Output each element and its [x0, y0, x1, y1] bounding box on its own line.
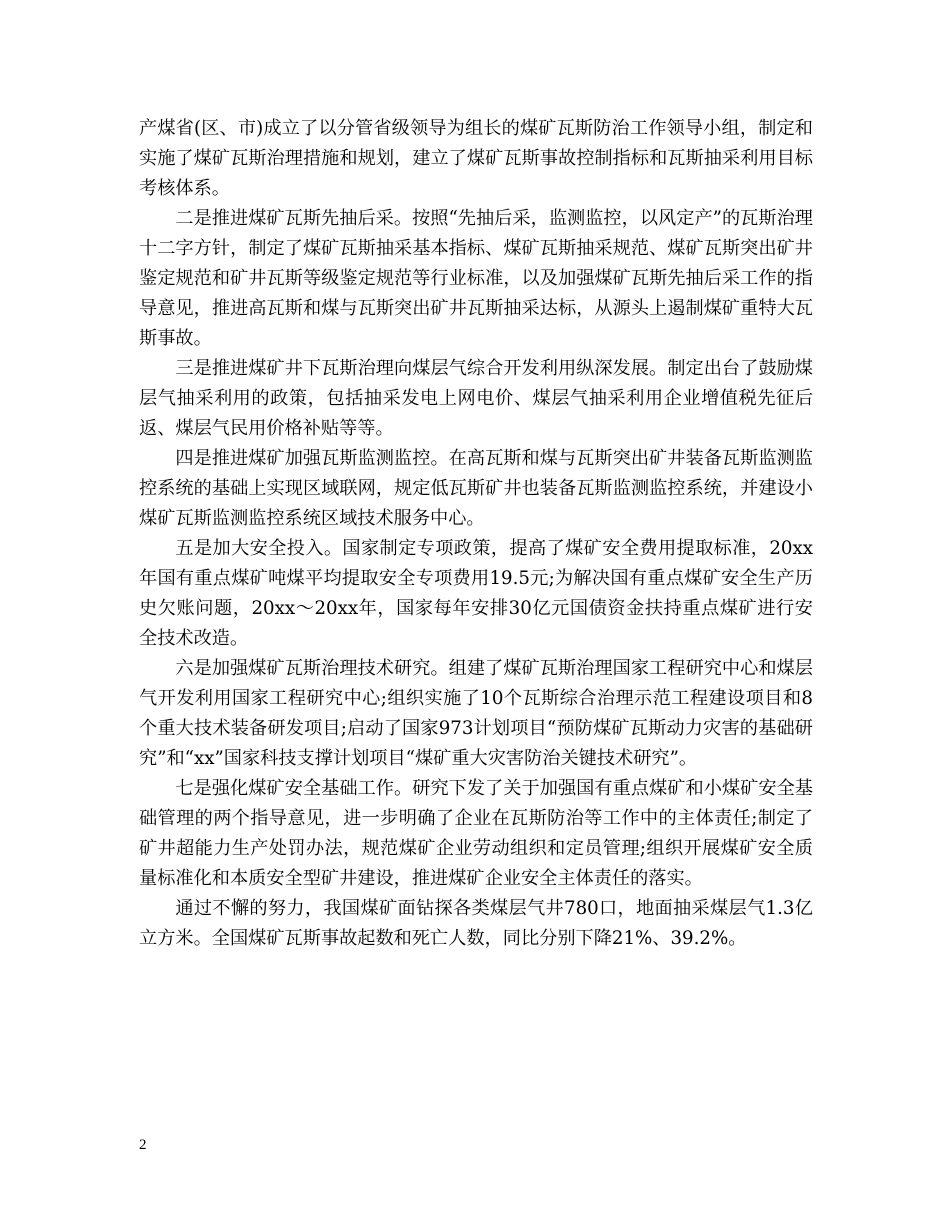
paragraph-gas-monitoring: 四是推进煤矿加强瓦斯监测监控。在高瓦斯和煤与瓦斯突出矿井装备瓦斯监测监控系统的基础上实现区域联网，规定低瓦斯矿井也装备瓦斯监测监控系统，并建设小煤矿瓦斯监测监控系统区域技术服务中心。 — [139, 448, 813, 529]
paragraph-safety-investment: 五是加大安全投入。国家制定专项政策，提高了煤矿安全费用提取标准，20xx年国有重点煤矿吨煤平均提取安全专项费用19.5元;为解决国有重点煤矿安全生产历史欠账问题，20xx～20xx年，国家每年安排30亿元国债资金扶持重点煤矿进行安全技术改造。 — [139, 538, 813, 649]
paragraph-results: 通过不懈的努力，我国煤矿面钻探各类煤层气井780口，地面抽采煤层气1.3亿立方米。全国煤矿瓦斯事故起数和死亡人数，同比分别下降21%、39.2%。 — [139, 898, 813, 949]
paragraph-continuation: 产煤省(区、市)成立了以分管省级领导为组长的煤矿瓦斯防治工作领导小组，制定和实施了煤矿瓦斯治理措施和规划，建立了煤矿瓦斯事故控制指标和瓦斯抽采利用目标考核体系。 — [139, 118, 813, 199]
paragraph-gas-predrainage: 二是推进煤矿瓦斯先抽后采。按照“先抽后采，监测监控，以风定产”的瓦斯治理十二字方针，制定了煤矿瓦斯抽采基本指标、煤矿瓦斯抽采规范、煤矿瓦斯突出矿井鉴定规范和矿井瓦斯等级鉴定规范等行业标准，以及加强煤矿瓦斯先抽后采工作的指导意见，推进高瓦斯和煤与瓦斯突出矿井瓦斯抽采达标，从源头上遏制煤矿重特大瓦斯事故。 — [139, 208, 813, 349]
paragraph-safety-foundation: 七是强化煤矿安全基础工作。研究下发了关于加强国有重点煤矿和小煤矿安全基础管理的两个指导意见，进一步明确了企业在瓦斯防治等工作中的主体责任;制定了矿井超能力生产处罚办法，规范煤矿企业劳动组织和定员管理;组织开展煤矿安全质量标准化和本质安全型矿井建设，推进煤矿企业安全主体责任的落实。 — [139, 778, 813, 889]
body-text — [139, 114, 813, 954]
paragraph-coalbed-methane: 三是推进煤矿井下瓦斯治理向煤层气综合开发利用纵深发展。制定出台了鼓励煤层气抽采利用的政策，包括抽采发电上网电价、煤层气抽采利用企业增值税先征后返、煤层气民用价格补贴等等。 — [139, 358, 813, 439]
paragraph-technology-research: 六是加强煤矿瓦斯治理技术研究。组建了煤矿瓦斯治理国家工程研究中心和煤层气开发利用国家工程研究中心;组织实施了10个瓦斯综合治理示范工程建设项目和8个重大技术装备研发项目;启动了国家973计划项目“预防煤矿瓦斯动力灾害的基础研究”和“xx”国家科技支撑计划项目“煤矿重大灾害防治关键技术研究”。 — [139, 658, 813, 769]
page-number: 2 — [139, 1137, 147, 1153]
